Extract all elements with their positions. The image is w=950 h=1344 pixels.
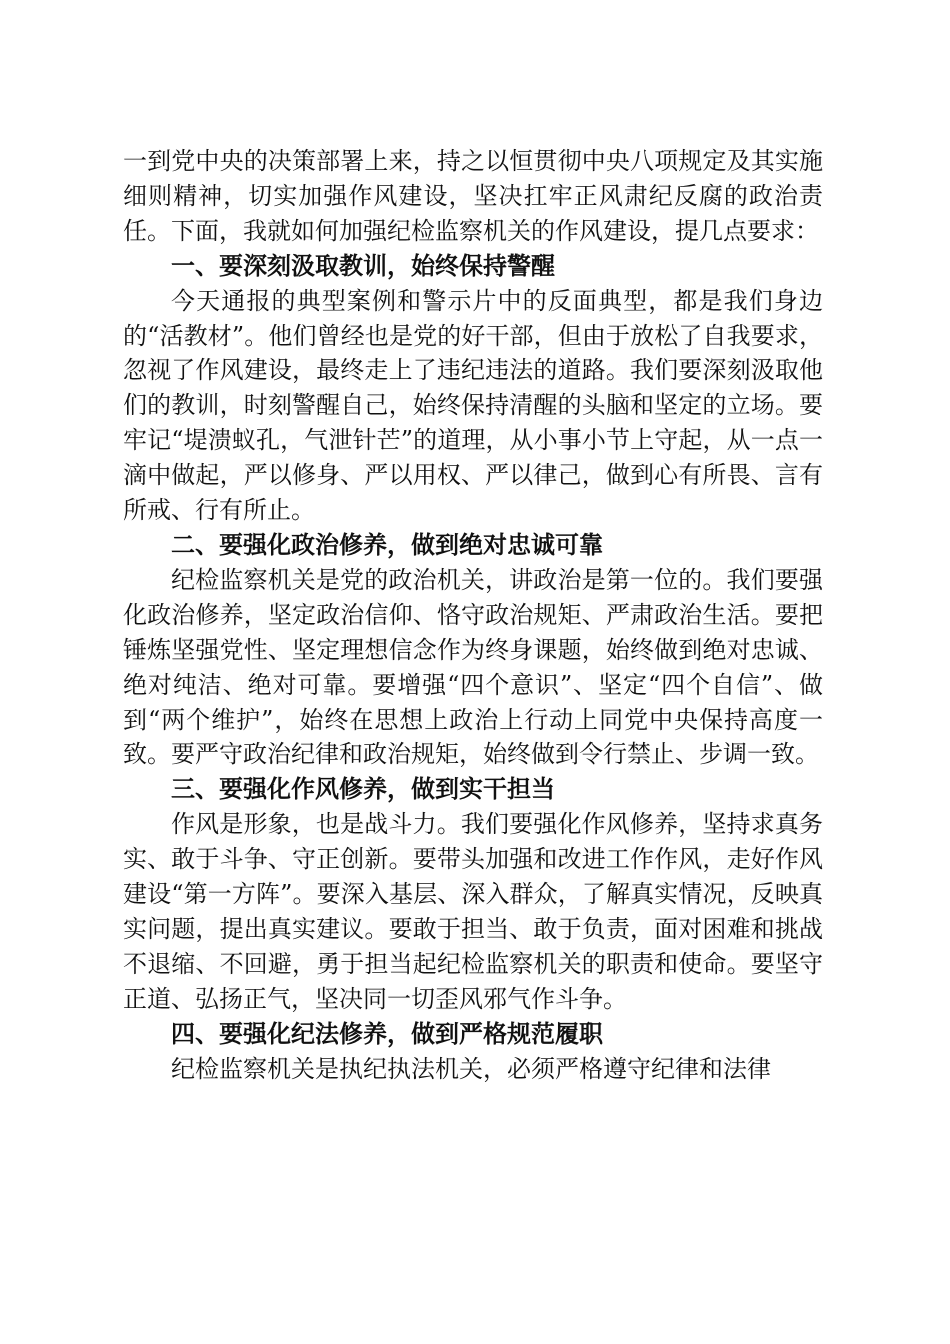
body-paragraph-2: 纪检监察机关是党的政治机关，讲政治是第一位的。我们要强化政治修养，坚定政治信仰、恪守政治规矩、严肃政治生活。要把锤炼坚强党性、坚定理想信念作为终身课题，始终做到绝对忠诚、绝对纯洁、绝对可靠。要增强“四个意识”、坚定“四个自信”、做到“两个维护”，始终在思想上政治上行动上同党中央保持高度一致。要严守政治纪律和政治规矩，始终做到令行禁止、步调一致。 [123, 565, 823, 769]
body-paragraph-4: 纪检监察机关是执纪执法机关，必须严格遵守纪律和法律 [171, 1054, 771, 1083]
section-heading-3: 三、要强化作风修养，做到实干担当 [171, 775, 555, 804]
section-heading-1: 一、要深刻汲取教训，始终保持警醒 [171, 251, 555, 280]
section-heading-4: 四、要强化纪法修养，做到严格规范履职 [171, 1019, 603, 1048]
body-paragraph-1: 今天通报的典型案例和警示片中的反面典型，都是我们身边的“活教材”。他们曾经也是党的好干部，但由于放松了自我要求，忽视了作风建设，最终走上了违纪违法的道路。我们要深刻汲取他们的教训，时刻警醒自己，始终保持清醒的头脑和坚定的立场。要牢记“堤溃蚁孔，气泄针芒”的道理，从小事小节上守起，从一点一滴中做起，严以修身、严以用权、严以律己，做到心有所畏、言有所戒、行有所止。 [123, 286, 823, 525]
continuation-paragraph: 一到党中央的决策部署上来，持之以恒贯彻中央八项规定及其实施细则精神，切实加强作风建设，坚决扛牢正风肃纪反腐的政治责任。下面，我就如何加强纪检监察机关的作风建设，提几点要求： [123, 147, 823, 245]
section-heading-2: 二、要强化政治修养，做到绝对忠诚可靠 [171, 530, 603, 559]
document-body [123, 144, 823, 1086]
body-paragraph-3: 作风是形象，也是战斗力。我们要强化作风修养，坚持求真务实、敢于斗争、守正创新。要带头加强和改进工作作风，走好作风建设“第一方阵”。要深入基层、深入群众，了解真实情况，反映真实问题，提出真实建议。要敢于担当、敢于负责，面对困难和挑战不退缩、不回避，勇于担当起纪检监察机关的职责和使命。要坚守正道、弘扬正气，坚决同一切歪风邪气作斗争。 [123, 810, 823, 1013]
